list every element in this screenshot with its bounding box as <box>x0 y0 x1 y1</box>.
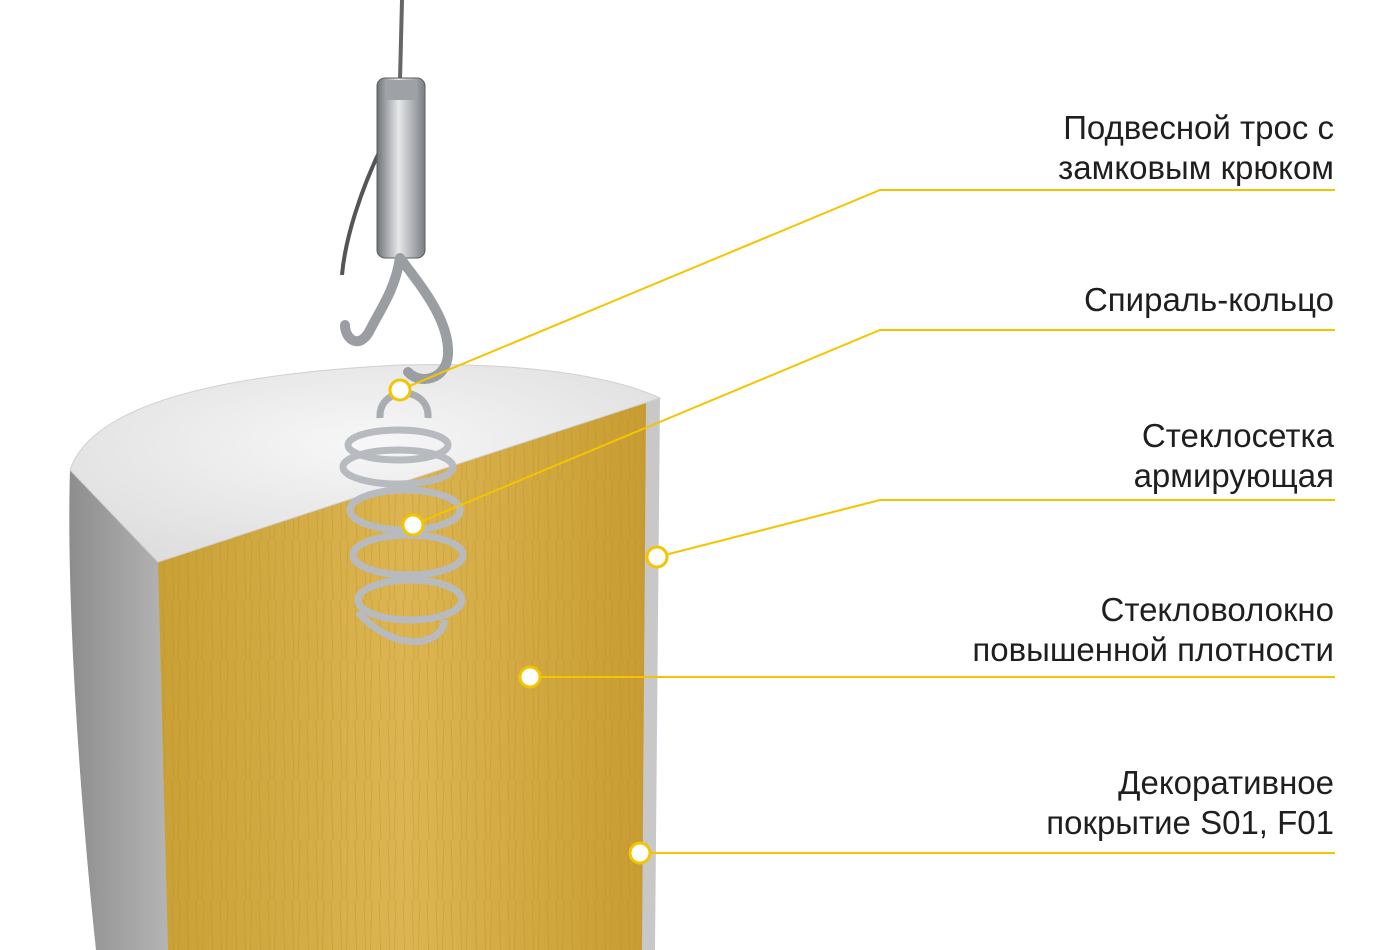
label-coating: Декоративное покрытие S01, F01 <box>1046 764 1334 841</box>
suspension-cable <box>400 0 402 80</box>
label-fiberglass: Стекловолокно повышенной плотности <box>972 591 1334 668</box>
label-glass-mesh: Стеклосетка армирующая <box>1133 417 1334 494</box>
marker-cable <box>390 380 410 400</box>
marker-mesh <box>647 547 667 567</box>
marker-fiber <box>520 667 540 687</box>
marker-coating <box>630 843 650 863</box>
label-cable-hook: Подвесной трос с замковым крюком <box>1058 109 1334 186</box>
label-spiral-ring: Спираль-кольцо <box>1083 281 1334 318</box>
cable-clamp <box>377 78 425 258</box>
leader-mesh <box>657 500 1335 557</box>
lock-hook <box>345 258 448 379</box>
marker-spiral <box>403 515 423 535</box>
